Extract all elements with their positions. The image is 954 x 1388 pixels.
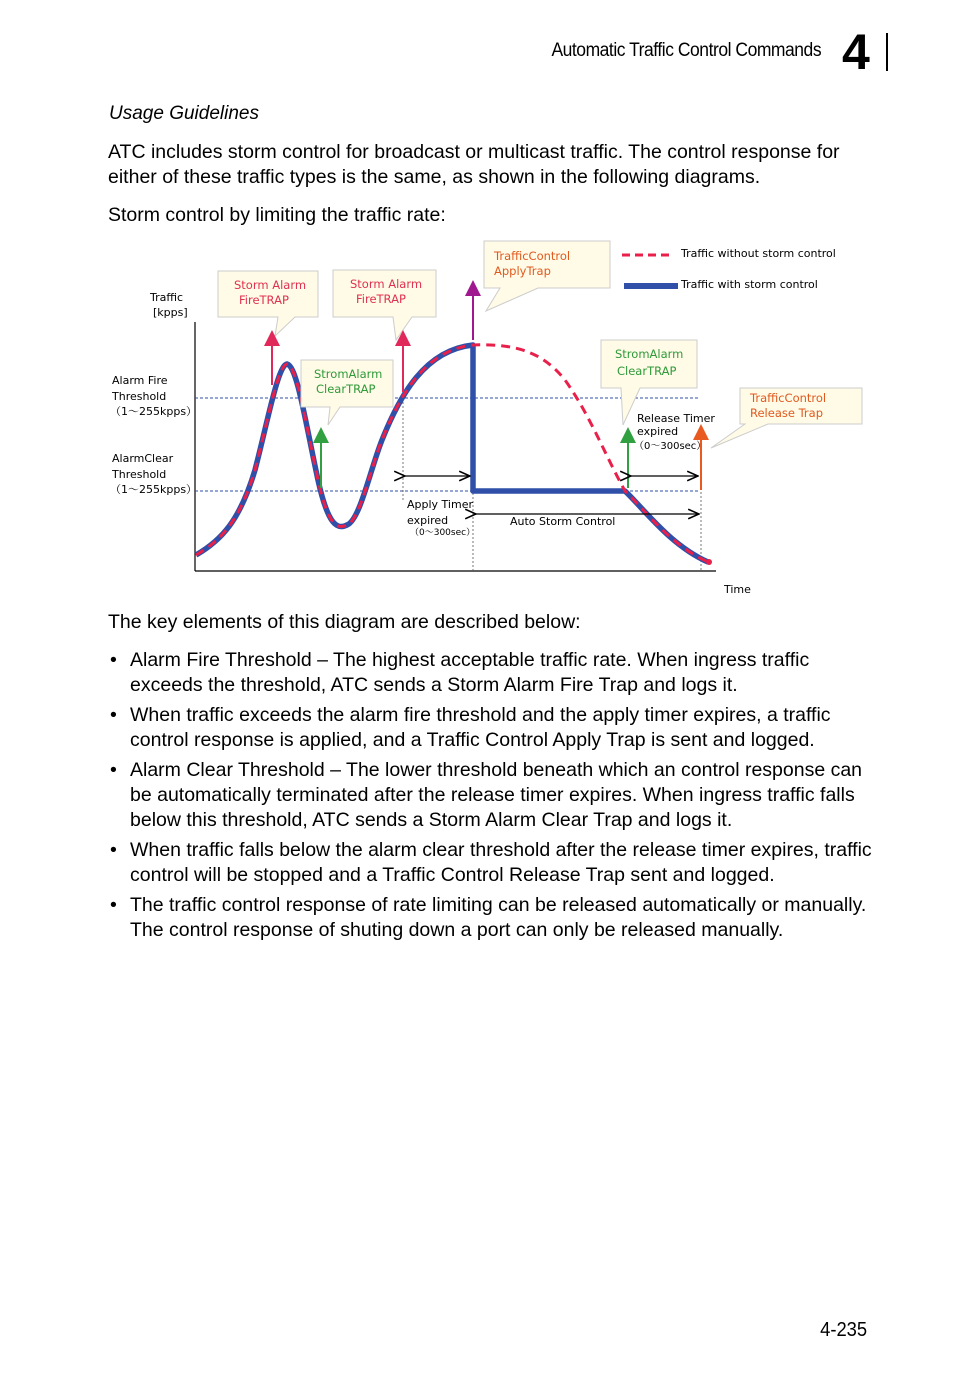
release-timer-label-3: （0～300sec）: [634, 441, 707, 452]
bullet-dot: •: [110, 704, 117, 726]
bullet-item: [108, 838, 878, 888]
callout-apply-trap: [484, 241, 610, 311]
bullet-list: [108, 648, 878, 948]
intro-paragraph: ATC includes storm control for broadcast or multicast traffic. The control response for either of these traffic types is the same, as shown in the following diagrams.: [108, 141, 840, 188]
callout-clear2-line1: StromAlarm: [615, 347, 684, 361]
bullet-text: Alarm Clear Threshold – The lower threshold beneath which an control response can be automatically terminated after the release timer expires. When ingress traffic falls below this threshold, ATC sends a Storm Alarm Clear Trap and logs it.: [130, 759, 863, 831]
bullet-item: [108, 703, 878, 753]
apply-timer-label-2: expired: [407, 514, 449, 527]
callout-clear2-line2: ClearTRAP: [617, 364, 677, 378]
bullet-item: [108, 893, 878, 943]
fire-threshold-label-2: Threshold: [112, 390, 167, 403]
x-axis-label: Time: [724, 583, 751, 596]
callout-clear1-line1: StromAlarm: [314, 367, 383, 381]
clear-threshold-label-3: （1～255kpps）: [110, 483, 198, 496]
callout-fire2-line1: Storm Alarm: [350, 277, 423, 291]
clear-threshold-label-1: AlarmClear: [112, 452, 174, 465]
legend-without-label: Traffic without storm control: [681, 247, 836, 260]
bullet-text: The traffic control response of rate limiting can be released automatically or manually. The control response of shuting down a port can only be released manually.: [130, 894, 867, 941]
bullet-text: When traffic exceeds the alarm fire threshold and the apply timer expires, a traffic control response is applied, and a Traffic Control Apply Trap is sent and logged.: [130, 704, 831, 751]
callout-fire-trap-1: [218, 271, 318, 336]
fire-threshold-label-3: （1～255kpps）: [110, 405, 198, 418]
bullet-item: [108, 758, 878, 833]
callout-fire-trap-2: [333, 270, 436, 340]
auto-storm-label: Auto Storm Control: [510, 515, 616, 528]
lead-paragraph: Storm control by limiting the traffic rate:: [108, 204, 446, 226]
bullet-text: When traffic falls below the alarm clear threshold after the release timer expires, traffic control will be stopped and a Traffic Control Release Trap sent and logged.: [130, 839, 872, 886]
apply-timer-label-1: Apply Timer: [407, 498, 473, 511]
curve-end-dot: [706, 559, 712, 565]
callout-release-trap: [711, 388, 862, 448]
callout-clear1-line2: ClearTRAP: [316, 382, 376, 396]
running-header-title: Automatic Traffic Control Commands: [551, 40, 821, 61]
callout-fire1-line2: FireTRAP: [239, 293, 289, 307]
callout-release-line2: Release Trap: [750, 406, 823, 420]
bullet-dot: •: [110, 649, 117, 671]
callout-release-line1: TrafficControl: [750, 391, 827, 405]
callout-apply-line1: TrafficControl: [494, 249, 571, 263]
section-heading: Usage Guidelines: [109, 103, 259, 124]
y-axis-label-2: [kpps]: [153, 306, 188, 319]
y-axis-label-1: Traffic: [150, 291, 184, 304]
chapter-number: 4: [842, 24, 870, 80]
callout-clear-trap-1: [301, 360, 393, 425]
bullet-dot: •: [110, 839, 117, 861]
bullet-item: [108, 648, 878, 698]
callout-fire2-line2: FireTRAP: [356, 292, 406, 306]
bullet-dot: •: [110, 759, 117, 781]
fire-threshold-label-1: Alarm Fire: [112, 374, 168, 387]
bullet-text: Alarm Fire Threshold – The highest acceptable traffic rate. When ingress traffic exceeds the threshold, ATC sends a Storm Alarm Fire Trap and logs it.: [130, 649, 810, 696]
apply-timer-label-3: （0～300sec）: [410, 528, 476, 538]
page-number: 4-235: [819, 1319, 867, 1341]
legend-with-label: Traffic with storm control: [681, 278, 818, 291]
release-timer-label-2: expired: [637, 425, 679, 438]
callout-apply-line2: ApplyTrap: [494, 264, 551, 278]
bullet-dot: •: [110, 894, 117, 916]
callout-fire1-line1: Storm Alarm: [234, 278, 307, 292]
release-timer-label-1: Release Timer: [637, 412, 715, 425]
clear-threshold-label-2: Threshold: [112, 468, 167, 481]
key-elements-paragraph: The key elements of this diagram are described below:: [108, 611, 581, 633]
